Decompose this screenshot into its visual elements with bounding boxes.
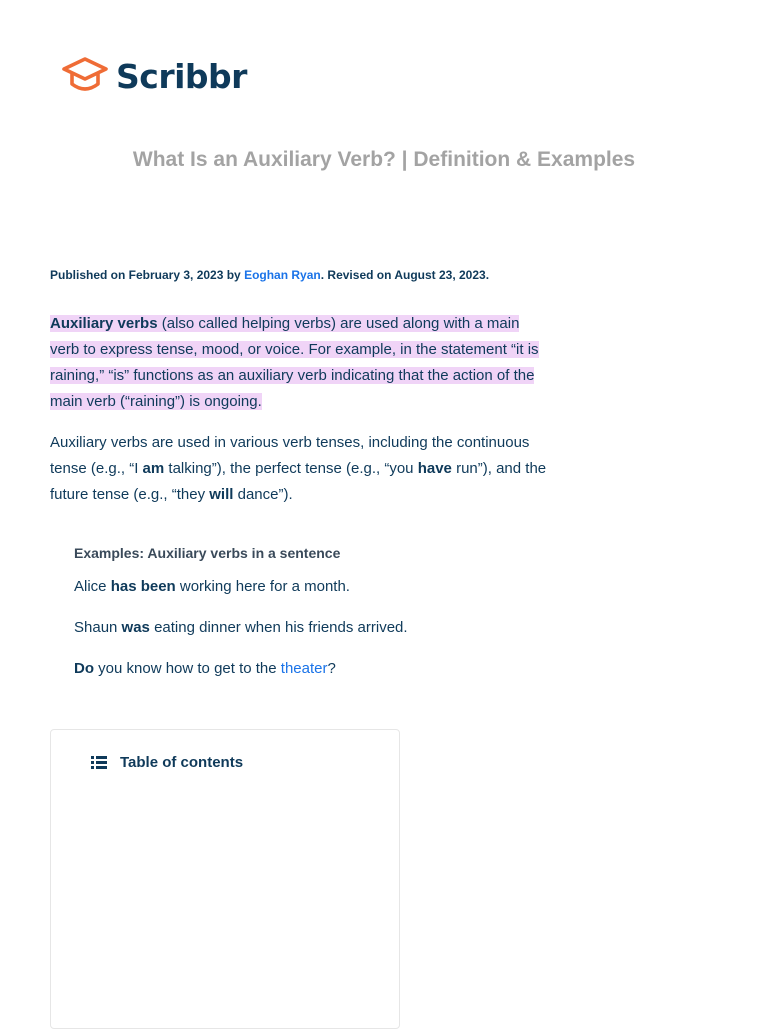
example-text: eating dinner when his friends arrived. [149, 619, 408, 636]
example-aux: has been [110, 578, 176, 595]
example-text: Alice [74, 578, 111, 595]
tenses-paragraph [50, 430, 550, 508]
example-sentence [74, 619, 408, 636]
intro-term: Auxiliary verbs [50, 315, 158, 332]
example-text: you know how to get to the [94, 660, 281, 677]
intro-text: (also called helping verbs) are used along with a main verb to express tense, mood, or voice. For example, in the statement “it is raining,” “is” functions as an auxiliary verb indicating that the action of the main verb (“raining”) is ongoing. [50, 315, 539, 410]
list-icon [91, 756, 107, 769]
graduation-cap-icon [60, 56, 110, 96]
scribbr-logo[interactable] [60, 56, 247, 96]
intro-highlight [50, 315, 539, 410]
aux-am: am [142, 460, 165, 477]
intro-paragraph [50, 311, 550, 415]
example-text: ? [327, 660, 336, 677]
example-aux: was [121, 619, 150, 636]
theater-link[interactable]: theater [280, 660, 328, 677]
example-sentence [74, 660, 336, 677]
example-text: working here for a month. [175, 578, 350, 595]
published-date: Published on February 3, 2023 by [50, 268, 245, 282]
table-of-contents [50, 729, 400, 1029]
author-link[interactable]: Eoghan Ryan [244, 268, 321, 282]
example-text: Shaun [74, 619, 122, 636]
page-title: What Is an Auxiliary Verb? | Definition & Examples [132, 148, 636, 171]
byline [50, 268, 489, 282]
aux-will: will [209, 486, 234, 503]
toc-title: Table of contents [120, 754, 244, 771]
examples-heading: Examples: Auxiliary verbs in a sentence [74, 545, 341, 561]
example-sentence [74, 578, 350, 595]
revised-date: . Revised on August 23, 2023. [320, 268, 490, 282]
tenses-text-2: talking”), the perfect tense (e.g., “you [164, 460, 418, 477]
logo-text: Scribbr [116, 56, 247, 96]
tenses-text-4: dance”). [233, 486, 293, 503]
example-aux: Do [74, 660, 94, 677]
tenses-text-1: Auxiliary verbs are used in various verb tenses, including the continuous tense (e.g., “I [50, 434, 530, 477]
toc-toggle[interactable] [91, 754, 243, 771]
tenses-text-3: run”), and the future tense (e.g., “they [50, 460, 547, 503]
aux-have: have [417, 460, 452, 477]
